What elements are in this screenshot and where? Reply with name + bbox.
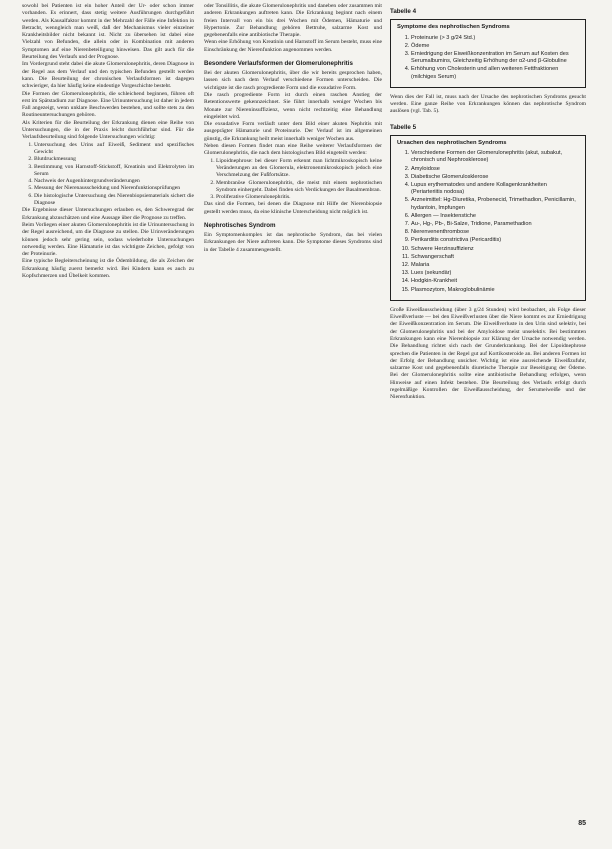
forms-list [204,158,382,202]
table-title: Ursachen des nephrotischen Syndroms [397,139,507,146]
list-item: 14. Hodgkin-Krankheit [411,278,579,285]
column-right [390,0,586,849]
table-box [390,19,586,88]
list-item: 6. Die histologische Untersuchung des Nierenbiopsiematerials sichert die Diagnose [34,193,194,208]
paragraph: Wenn eine Erhöhung von Kreatinin und Harnstoff im Serum besteht, muss eine Einschränkung der Nierenfunktion angenommen werden. [204,39,382,53]
criteria-list [22,142,194,208]
paragraph: Die Formen der Glomerulonephritis, die schleichend beginnen, führen oft erst im Spätstadium zur Diagnose. Eine Urinuntersuchung ist daher in jedem Fall angezeigt, wenn unklare Beschwerden bestehen, und sollte stets zu den Routineuntersuchungen gehören. [22,90,194,119]
list-item: 5. Arzneimittel: Hg-Diuretika, Probenecid, Trimethadion, Penicillamin, hydantoin, Impfungen [411,197,579,211]
list-item: 7. Au-, Hg-, Pb-, Bi-Salze, Tridione, Paramethadion [411,221,579,228]
paragraph: Neben diesen Formen findet man eine Reihe weiterer Verlaufsformen der Glomerulonephritis, die nach dem histologischen Bild eingeteilt werden: [204,143,382,157]
paragraph: Im Vordergrund steht dabei die akute Glomerulonephritis, deren Diagnose in der Regel aus dem Verlauf und den typischen Befunden gestellt werden kann. Die Beurteilung der chronischen Verlaufsformen ist dagegen schwieriger, da hier häufig keine eindeutige Vorgeschichte besteht. [22,61,194,90]
list-item: 9. Perikarditis constrictiva (Pericarditis) [411,237,579,244]
table-caption: Tabelle 5 [390,123,417,131]
list-item: 2. Amyloidose [411,166,579,173]
paragraph: Als Kriterien für die Beurteilung der Erkrankung dienen eine Reihe von Untersuchungen, die in der Praxis leicht durchführbar sind. Für die Verlaufsbeurteilung sind folgende Untersuchungen wichtig: [22,119,194,141]
paragraph: Die exsudative Form verläuft unter dem Bild einer akuten Nephritis mit ausgeprägter Hämaturie und Proteinurie. Der Verlauf ist im allgemeinen günstig, die Erkrankung heilt meist innerhalb weniger Wochen aus. [204,121,382,142]
table-caption: Tabelle 4 [390,8,417,15]
list-item: 5. Messung der Nierenausscheidung und Nierenfunktionsprüfungen [34,185,194,192]
list-item: 1. Untersuchung des Urins auf Eiweiß, Sediment und spezifisches Gewicht [34,142,194,157]
list-item: 6. Allergen — Insektenstiche [411,213,579,220]
paragraph: Beim Vorliegen einer akuten Glomerulonephritis ist die Urinuntersuchung in der Regel ausreichend, um die Diagnose zu stellen. Die Urinveränderungen können jedoch sehr gering sein, sodass wiederholte Untersuchungen notwendig werden. Eine Hämaturie ist das wichtigste Zeichen, gefolgt von der Proteinurie. [22,221,194,258]
paragraph: Eine typische Begleiterscheinung ist die Ödembildung, die als Zeichen der Erkrankung häufig zuerst bemerkt wird. Bei Kindern kann es auch zu Kopfschmerzen und Übelkeit kommen. [22,258,194,279]
paragraph: Die rasch progrediente Form ist durch einen raschen Anstieg der Retentionswerte gekennzeichnet. Sie führt innerhalb weniger Wochen bis Monate zur Niereninsuffizienz, wenn nicht rechtzeitig eine Behandlung eingeleitet wird. [204,91,382,120]
paragraph: Die Ergebnisse dieser Untersuchungen erlauben es, den Schweregrad der Erkrankung abzuschätzen und eine Aussage über die Prognose zu treffen. [22,207,194,221]
table-title: Symptome des nephrotischen Syndroms [397,24,510,30]
paragraph: Ein Symptomenkomplex ist das nephrotische Syndrom, das bei vielen Erkrankungen der Niere auftreten kann. Die Symptome dieses Syndroms sind in der Tabelle 4 zusammengestellt. [204,232,382,253]
page-number: 85 [578,820,586,827]
list-item: 2. Blutdruckmessung [34,156,194,163]
list-item: 10. Schwere Herzinsuffizienz [411,246,579,253]
list-item: 1. Proteinurie (> 3 g/24 Std.) [411,35,579,42]
list-item: 12. Malaria [411,262,579,269]
list-item: 3. Diabetische Glomerulosklerose [411,174,579,181]
list-item: 11. Schwangerschaft [411,254,579,261]
table-box [390,135,586,301]
paragraph: Das sind die Formen, bei denen die Diagnose mit Hilfe der Nierenbiopsie gestellt werden muss, da eine klinische Unterscheidung nicht möglich ist. [204,201,382,215]
list-item: 3. Erniedrigung der Eiweißkonzentration im Serum auf Kosten des Serumalbumins, Gleichzeitig Erhöhung der α2-und β-Globuline [411,51,579,65]
paragraph: oder Tonsillitis, die akute Glomerulonephritis und daneben oder zusammen mit anderen Erkrankungen auftreten kann. Die Erkrankung beginnt nach einem freien Intervall von ein bis drei Wochen mit Ödemen, Hämaturie und Hypertonie. Zur Behandlung gehören Bettruhe, salzarme Kost und gegebenenfalls eine antibiotische Therapie. [204,3,382,39]
list-item: 8. Nierenvenenthrombose [411,229,579,236]
section-heading: Besondere Verlaufsformen der Glomerulonephritis [204,60,353,68]
list-item: 13. Lues (sekundär) [411,270,579,277]
list-item: 1. Lipoidnephrose: bei dieser Form erkennt man lichtmikroskopisch keine Veränderungen an den Glomerula, elektronenmikroskopisch jedoch eine Verschmelzung der Fußfortsätze. [216,158,382,180]
symptom-list [397,35,579,81]
list-item: 2. Membranöse Glomerulonephritis, die meist mit einem nephrotischen Syndrom einhergeht. Dabei finden sich Verdickungen der Basalmembran. [216,180,382,195]
list-item: 4. Nachweis der Augenhintergrundveränderungen [34,178,194,185]
paragraph: Bei der akuten Glomerulonephritis, über die wir bereits gesprochen haben, lassen sich nach dem Verlauf verschiedene Formen unterscheiden. Die wichtigste ist die rasch progrediente Form und die exsudative Form. [204,70,382,91]
column-middle [204,0,382,849]
paragraph: Wenn dies der Fall ist, muss nach der Ursache des nephrotischen Syndroms gesucht werden. Eine ganze Reihe von Erkrankungen können das nephrotische Syndrom auslösen (vgl. Tab. 5). [390,93,586,115]
list-item: 4. Lupus erythematodes und andere Kollagenkrankheiten (Periarteriitis nodosa) [411,182,579,196]
list-item: 15. Plasmozytom, Makroglobulinämie [411,287,579,294]
list-item: 3. Proliferative Glomerulonephritis. [216,194,382,201]
list-item: 3. Bestimmung von Harnstoff-Stickstoff, Kreatinin und Elektrolyten im Serum [34,164,194,179]
cause-list [397,150,579,294]
section-heading: Nephrotisches Syndrom [204,222,276,230]
column-left [22,0,194,849]
paragraph: Große Eiweißausscheidung (über 3 g/24 Stunden) wird beobachtet, als Folge dieser Eiweißverluste — bei den Eiweißverlusten über die Niere kommt es zur Erniedrigung der Eiweißkonzentration im Serum. Die Eiweißverluste in den Urin sind selektiv, bei der Glomerulonephritis und bei der Amyloidose meist unselektiv. Bei bestimmten Erkrankungen kann eine Nierenbiopsie zur Klärung der Ursache notwendig werden. Die Behandlung richtet sich nach der Grunderkrankung. Bei der Lipoidnephrose sprechen die Patienten in der Regel gut auf Kortikosteroide an. Bei anderen Formen ist der Erfolg der Behandlung unsicher. Wichtig ist eine ausreichende Eiweißzufuhr, salzarme Kost und gegebenenfalls diuretische Therapie zur Beseitigung der Ödeme. Bei der Glomerulonephritis sollte eine antibiotische Behandlung erfolgen, wenn Hinweise auf einen Infekt bestehen. Die Beurteilung des Verlaufs erfolgt durch regelmäßige Kontrollen der Eiweißausscheidung, der Serumeiweiße und der Nierenfunktion. [390,306,586,401]
list-item: 4. Erhöhung von Cholesterin und allen weiteren Fettfraktionen (milchiges Serum) [411,66,579,80]
list-item: 1. Verschiedene Formen der Glomerulonephritis (akut, subakut, chronisch und Nephrosklerose) [411,150,579,164]
paragraph: sowohl bei Patienten ist ein hoher Anteil der Ur- oder schon immer vorhanden. Es erinnert, dass stetig weitere Ausführungen durchgeführt werden. Als Kausalfaktor kommt in der Mehrzahl der Fälle eine Infektion in Betracht, wenngleich man weiß, daß der Mechanismus vieler einzelner Krankheitsbilder nicht bekannt ist. Nicht zu übersehen ist dabei eine Vielzahl von Befunden, die allein oder in Kombination mit anderen Symptomen auf eine Nierenbeteiligung hinweisen. Das gilt auch für die Beurteilung des Verlaufs und der Prognose. [22,3,194,61]
list-item: 2. Ödeme [411,43,579,50]
